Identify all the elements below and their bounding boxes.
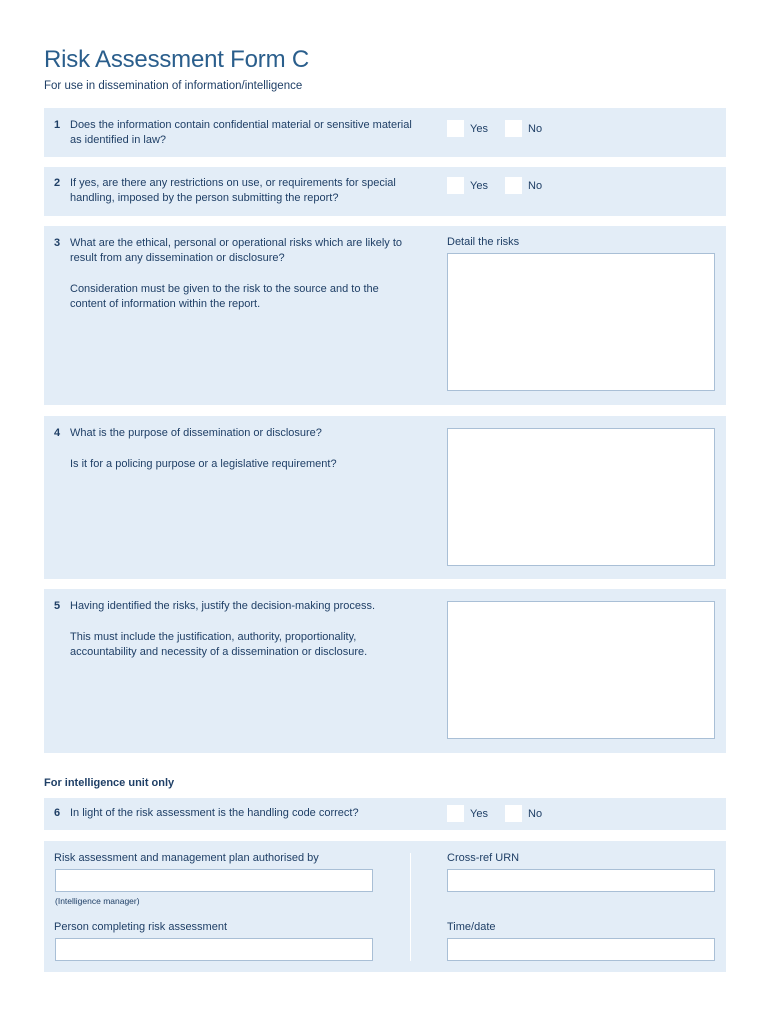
no-checkbox[interactable]	[505, 120, 522, 137]
crossref-urn-label: Cross-ref URN	[447, 852, 520, 864]
yes-checkbox[interactable]	[447, 177, 464, 194]
question-line: Consideration must be given to the risk to the source and to the content of information within the report.	[70, 283, 379, 310]
question-text	[70, 426, 415, 472]
question-number: 4	[54, 427, 61, 439]
question-line: In light of the risk assessment is the handling code correct?	[70, 807, 359, 819]
detail-risks-label: Detail the risks	[447, 236, 520, 248]
yes-option[interactable]	[447, 805, 488, 822]
no-label: No	[528, 122, 543, 135]
no-option[interactable]	[505, 177, 542, 194]
question-line: Having identified the risks, justify the decision-making process.	[70, 600, 376, 612]
person-completing-field[interactable]	[55, 938, 373, 961]
question-2-panel	[44, 167, 726, 216]
signoff-panel	[44, 841, 726, 972]
yes-label: Yes	[470, 179, 488, 192]
detail-risks-textarea[interactable]	[447, 253, 715, 391]
intelligence-manager-note: (Intelligence manager)	[55, 896, 140, 906]
question-text	[70, 176, 415, 206]
form-subtitle: For use in dissemination of information/intelligence	[44, 80, 303, 92]
question-number: 5	[54, 600, 61, 612]
question-line: Does the information contain confidential material or sensitive material as identified in law?	[70, 119, 412, 146]
question-3-panel	[44, 226, 726, 405]
purpose-textarea[interactable]	[447, 428, 715, 566]
question-text	[70, 236, 415, 312]
no-checkbox[interactable]	[505, 805, 522, 822]
question-6-panel	[44, 798, 726, 830]
person-completing-label: Person completing risk assessment	[54, 921, 228, 933]
no-option[interactable]	[505, 120, 542, 137]
time-date-field[interactable]	[447, 938, 715, 961]
question-number: 1	[54, 119, 61, 131]
yes-checkbox[interactable]	[447, 120, 464, 137]
question-text	[70, 806, 415, 821]
question-number: 2	[54, 177, 61, 189]
no-option[interactable]	[505, 805, 542, 822]
question-1-panel	[44, 108, 726, 157]
yes-checkbox[interactable]	[447, 805, 464, 822]
time-date-label: Time/date	[447, 921, 496, 933]
yes-label: Yes	[470, 122, 488, 135]
no-label: No	[528, 807, 543, 820]
form-title: Risk Assessment Form C	[44, 46, 309, 73]
yes-option[interactable]	[447, 177, 488, 194]
question-line: What is the purpose of dissemination or disclosure?	[70, 427, 322, 439]
question-line: This must include the justification, authority, proportionality, accountability and necessity of a dissemination or disclosure.	[70, 631, 368, 658]
crossref-urn-field[interactable]	[447, 869, 715, 892]
question-text	[70, 599, 415, 660]
justification-textarea[interactable]	[447, 601, 715, 739]
question-4-panel	[44, 416, 726, 579]
question-5-panel	[44, 589, 726, 753]
no-checkbox[interactable]	[505, 177, 522, 194]
authorised-by-label: Risk assessment and management plan authorised by	[54, 852, 319, 864]
question-number: 6	[54, 807, 61, 819]
no-label: No	[528, 179, 543, 192]
yes-option[interactable]	[447, 120, 488, 137]
question-line: Is it for a policing purpose or a legislative requirement?	[70, 458, 337, 470]
intelligence-section-heading: For intelligence unit only	[44, 777, 175, 789]
question-line: What are the ethical, personal or operational risks which are likely to result from any dissemination or disclosure?	[70, 237, 402, 264]
question-number: 3	[54, 237, 61, 249]
authorised-by-field[interactable]	[55, 869, 373, 892]
column-divider	[410, 853, 411, 961]
question-text	[70, 118, 415, 148]
question-line: If yes, are there any restrictions on use, or requirements for special handling, imposed by the person submitting the report?	[70, 177, 396, 204]
yes-label: Yes	[470, 807, 488, 820]
